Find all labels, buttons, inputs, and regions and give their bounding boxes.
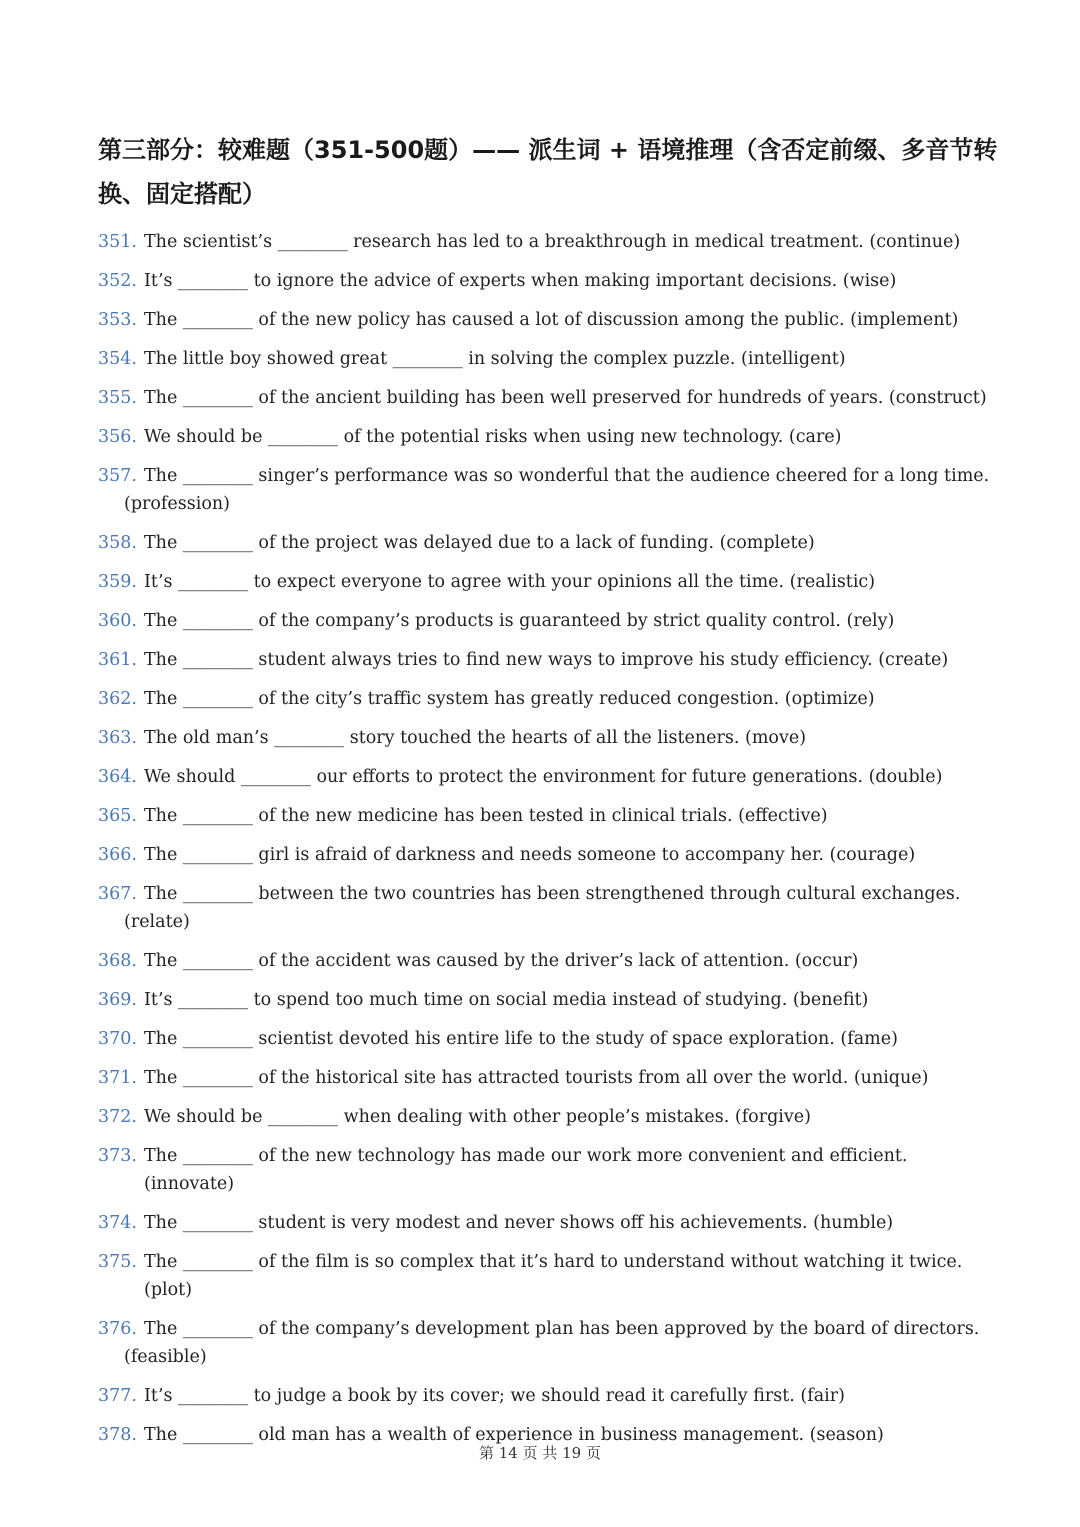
question-text: The ________ of the historical site has attracted tourists from all over the world. (unique) [144,1068,929,1088]
question-number: 376. [98,1319,137,1339]
question-text: The ________ of the new policy has caused a lot of discussion among the public. (implement) [144,310,959,330]
question-text: The ________ girl is afraid of darkness and needs someone to accompany her. (courage) [144,845,916,865]
question-number: 371. [98,1068,137,1088]
question-text: It’s ________ to judge a book by its cover; we should read it carefully first. (fair) [144,1386,845,1406]
question-item [98,685,998,713]
question-number: 362. [98,689,137,709]
question-item [98,1142,998,1198]
question-number: 369. [98,990,137,1010]
question-item [98,841,998,869]
question-number: 351. [98,232,137,252]
question-text: The ________ of the ancient building has been well preserved for hundreds of years. (construct) [144,388,987,408]
question-number: 367. [98,884,137,904]
question-text: The ________ of the new medicine has been tested in clinical trials. (effective) [144,806,828,826]
question-number: 366. [98,845,137,865]
question-text: The ________ student always tries to find new ways to improve his study efficiency. (create) [144,650,949,670]
question-number: 360. [98,611,137,631]
question-text: The ________ scientist devoted his entire life to the study of space exploration. (fame) [144,1029,898,1049]
question-text: The ________ student is very modest and never shows off his achievements. (humble) [144,1213,894,1233]
question-number: 368. [98,951,137,971]
question-item [98,724,998,752]
question-item [98,1025,998,1053]
question-item [98,1209,998,1237]
question-number: 358. [98,533,137,553]
question-list [98,228,998,1460]
question-number: 370. [98,1029,137,1049]
question-item [98,986,998,1014]
question-item [98,529,998,557]
question-item [98,1064,998,1092]
question-item [98,947,998,975]
section-heading: 第三部分：较难题（351-500题）—— 派生词 + 语境推理（含否定前缀、多音节转换、固定搭配） [98,136,998,208]
question-text: The ________ of the city’s traffic system has greatly reduced congestion. (optimize) [144,689,875,709]
page-footer: 第 14 页 共 19 页 [478,1444,601,1462]
question-number: 377. [98,1386,137,1406]
question-text: It’s ________ to expect everyone to agree with your opinions all the time. (realistic) [144,572,876,592]
question-item [98,1382,998,1410]
question-text: The ________ between the two countries has been strengthened through cultural exchanges. [144,884,961,904]
question-number: 378. [98,1425,137,1445]
question-text: The ________ of the film is so complex that it’s hard to understand without watching it twice. (plot) [144,1252,963,1300]
question-number: 353. [98,310,137,330]
question-number: 374. [98,1213,137,1233]
question-number: 356. [98,427,137,447]
question-number: 357. [98,466,137,486]
question-hint-continued: (relate) [124,912,190,932]
question-number: 361. [98,650,137,670]
question-text: The ________ of the project was delayed due to a lack of funding. (complete) [144,533,815,553]
question-text: The ________ of the new technology has made our work more convenient and efficient. (innovate) [144,1146,908,1194]
question-text: The ________ of the accident was caused by the driver’s lack of attention. (occur) [144,951,859,971]
question-hint-continued: (feasible) [124,1347,207,1367]
question-text: The old man’s ________ story touched the hearts of all the listeners. (move) [144,728,807,748]
question-item [98,306,998,334]
question-text: It’s ________ to ignore the advice of experts when making important decisions. (wise) [144,271,897,291]
question-text: We should be ________ of the potential risks when using new technology. (care) [144,427,842,447]
question-text: The little boy showed great ________ in solving the complex puzzle. (intelligent) [144,349,846,369]
question-item [98,267,998,295]
question-item [98,345,998,373]
question-item [98,607,998,635]
question-item [98,880,998,936]
question-item [98,1103,998,1131]
question-item [98,384,998,412]
question-number: 372. [98,1107,137,1127]
question-item [98,1248,998,1304]
question-item [98,1315,998,1371]
question-hint-continued: (profession) [124,494,230,514]
question-number: 365. [98,806,137,826]
question-number: 375. [98,1252,137,1272]
question-text: The ________ singer’s performance was so wonderful that the audience cheered for a long time. [144,466,990,486]
question-text: The ________ of the company’s products is guaranteed by strict quality control. (rely) [144,611,895,631]
question-item [98,462,998,518]
question-item [98,763,998,791]
question-item [98,568,998,596]
question-item [98,646,998,674]
question-item [98,802,998,830]
question-number: 359. [98,572,137,592]
question-number: 354. [98,349,137,369]
question-text: The scientist’s ________ research has led to a breakthrough in medical treatment. (continue) [144,232,961,252]
question-item [98,228,998,256]
question-number: 363. [98,728,137,748]
question-text: We should ________ our efforts to protect the environment for future generations. (double) [144,767,943,787]
question-text: The ________ old man has a wealth of experience in business management. (season) [144,1425,884,1445]
question-text: The ________ of the company’s development plan has been approved by the board of directors. [144,1319,980,1339]
question-item [98,423,998,451]
question-number: 352. [98,271,137,291]
question-text: It’s ________ to spend too much time on social media instead of studying. (benefit) [144,990,869,1010]
question-text: We should be ________ when dealing with other people’s mistakes. (forgive) [144,1107,811,1127]
question-number: 355. [98,388,137,408]
question-number: 364. [98,767,137,787]
question-number: 373. [98,1146,137,1166]
